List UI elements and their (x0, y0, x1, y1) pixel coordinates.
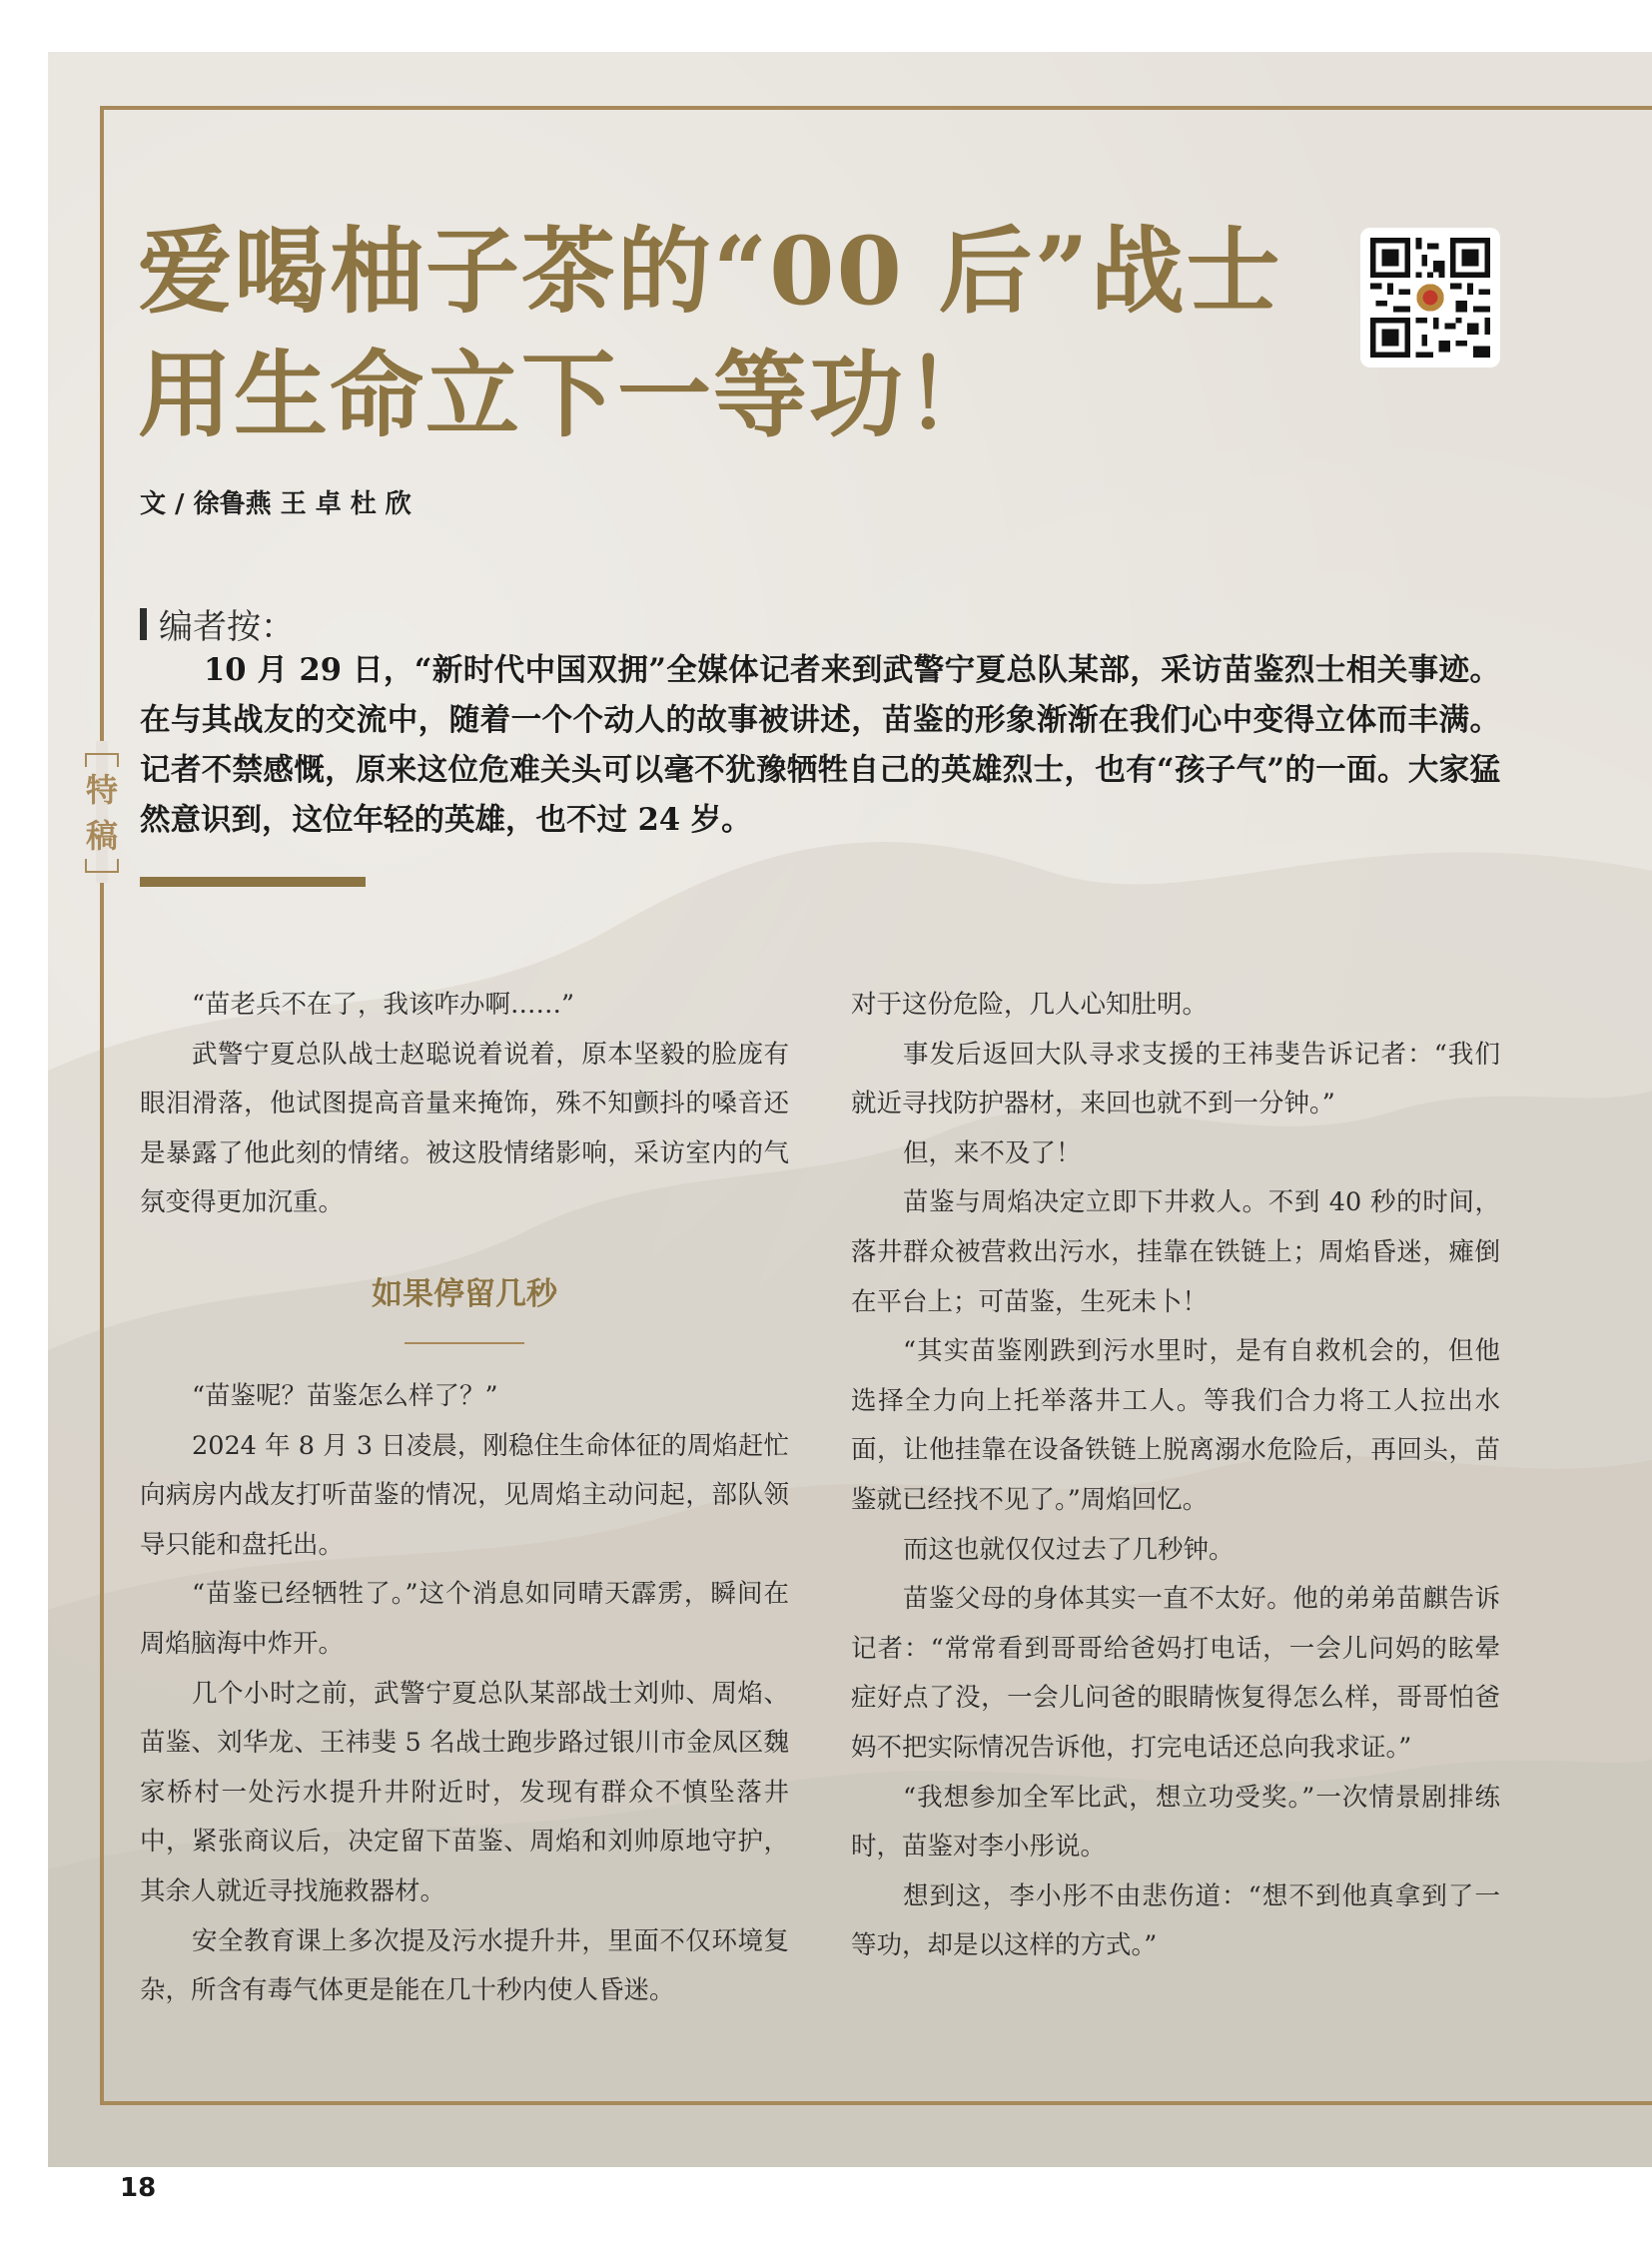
section-heading-rule (405, 1342, 524, 1344)
label-marker-icon (140, 608, 147, 640)
paragraph: “我想参加全军比武，想立功受奖。”一次情景剧排练时，苗鉴对李小彤说。 (851, 1782, 1500, 1863)
paragraph: 安全教育课上多次提及污水提升井，里面不仅环境复杂，所含有毒气体更是能在几十秒内使人昏迷。 (140, 1925, 789, 2006)
paragraph: “苗鉴呢？苗鉴怎么样了？” (192, 1381, 498, 1411)
frame-bottom-line (100, 2101, 1652, 2105)
paragraph: “其实苗鉴刚跌到污水里时，是有自救机会的，但他选择全力向上托举落井工人。等我们合力将工人拉出水面，让他挂靠在设备铁链上脱离溺水危险后，再回头，苗鉴就已经找不见了。”周焰回忆。 (851, 1336, 1500, 1515)
badge-bracket-top (85, 753, 119, 767)
badge-char-2: 稿 (85, 817, 118, 855)
qr-code-icon[interactable] (1360, 228, 1500, 368)
editor-note (140, 645, 1500, 845)
frame-top-line (100, 106, 1652, 110)
badge-char-1: 特 (85, 771, 118, 809)
paragraph: 事发后返回大队寻求支援的王祎斐告诉记者：“我们就近寻找防护器材，来回也就不到一分钟。” (851, 1039, 1500, 1120)
paragraph: “苗老兵不在了，我该咋办啊……” (192, 990, 575, 1020)
paragraph: 苗鉴父母的身体其实一直不太好。他的弟弟苗麒告诉记者：“常常看到哥哥给爸妈打电话，一会儿问妈的眩晕症好点了没，一会儿问爸的眼睛恢复得怎么样，哥哥怕爸妈不把实际情况告诉他，打完电话还总向我求证。” (851, 1584, 1500, 1763)
editor-note-label (140, 599, 295, 648)
paragraph: 武警宁夏总队战士赵聪说着说着，原本坚毅的脸庞有眼泪滑落，他试图提高音量来掩饰，殊不知颤抖的嗓音还是暴露了他此刻的情绪。被这股情绪影响，采访室内的气氛变得更加沉重。 (140, 1039, 789, 1218)
editor-note-label-text: 编者按： (159, 607, 295, 647)
editor-note-text: 10 月 29 日，“新时代中国双拥”全媒体记者来到武警宁夏总队某部，采访苗鉴烈士相关事迹。在与其战友的交流中，随着一个个动人的故事被讲述，苗鉴的形象渐渐在我们心中变得立体而丰满。记者不禁感慨，原来这位危难关头可以毫不犹豫牺牲自己的英雄烈士，也有“孩子气”的一面。大家猛然意识到，这位年轻的英雄，也不过 24 岁。 (140, 652, 1500, 838)
section-heading: 如果停留几秒 (372, 1276, 557, 1312)
paragraph: 想到这，李小彤不由悲伤道：“想不到他真拿到了一等功，却是以这样的方式。” (851, 1880, 1500, 1961)
divider-bar (140, 877, 366, 887)
paragraph: 苗鉴与周焰决定立即下井救人。不到 40 秒的时间，落井群众被营救出污水，挂靠在铁链上；周焰昏迷，瘫倒在平台上；可苗鉴，生死未卜！ (851, 1187, 1500, 1317)
badge-bracket-bottom (85, 859, 119, 873)
left-column-section (140, 1372, 789, 2016)
paragraph: 但，来不及了！ (903, 1137, 1082, 1168)
paragraph: 对于这份危险，几人心知肚明。 (851, 990, 1209, 1020)
title-line-2: 用生命立下一等功！ (138, 341, 1002, 450)
title-line-1: 爱喝柚子茶的“00 后”战士 (138, 217, 1282, 327)
left-column-intro (140, 981, 789, 1228)
right-column (851, 981, 1500, 1971)
paragraph: 几个小时之前，武警宁夏总队某部战士刘帅、周焰、苗鉴、刘华龙、王祎斐 5 名战士跑步路过银川市金凤区魏家桥村一处污水提升井附近时，发现有群众不慎坠落井中，紧张商议后，决定留下苗鉴、周焰和刘帅原地守护，其余人就近寻找施救器材。 (140, 1678, 789, 1906)
page-number: 18 (120, 2173, 157, 2203)
frame-left-line (100, 108, 104, 2105)
paragraph: “苗鉴已经牺牲了。”这个消息如同晴天霹雳，瞬间在周焰脑海中炸开。 (140, 1579, 789, 1659)
byline: 文 / 徐鲁燕 王 卓 杜 欣 (140, 489, 412, 519)
article-title (138, 210, 1336, 457)
paragraph: 2024 年 8 月 3 日凌晨，刚稳住生命体征的周焰赶忙向病房内战友打听苗鉴的情况，见周焰主动问起，部队领导只能和盘托出。 (140, 1430, 789, 1560)
paragraph: 而这也就仅仅过去了几秒钟。 (903, 1534, 1235, 1565)
column-badge (80, 743, 124, 883)
